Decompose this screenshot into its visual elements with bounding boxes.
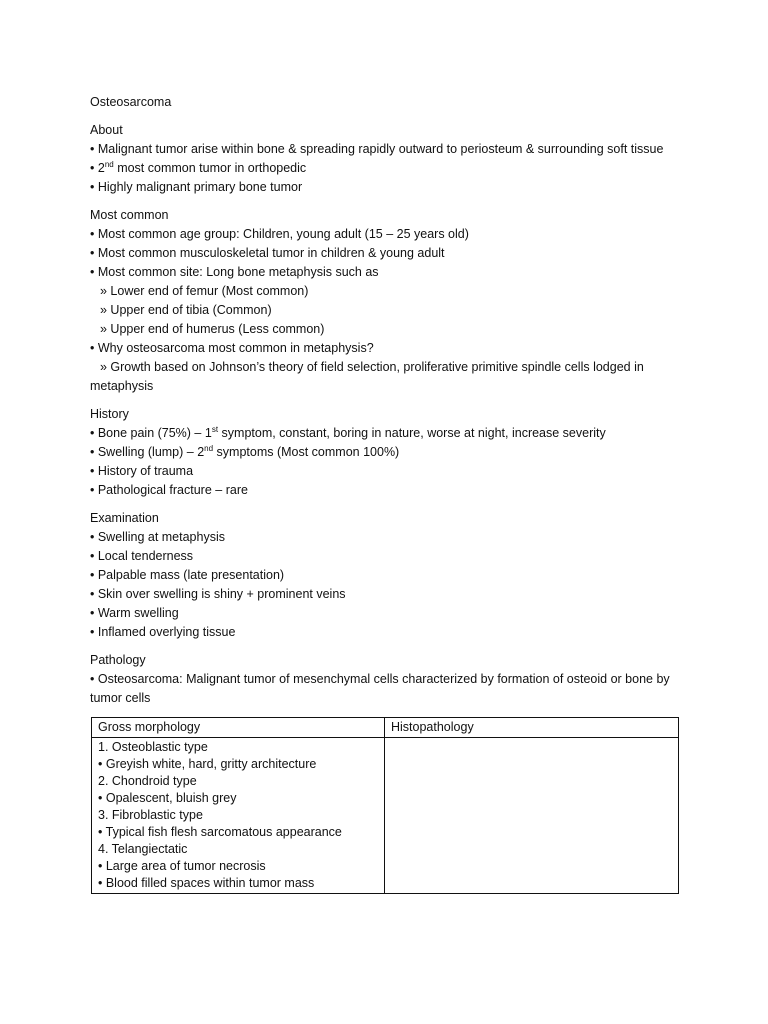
table-line: • Greyish white, hard, gritty architecture bbox=[98, 757, 317, 771]
johnson-theory-line: » Growth based on Johnson’s theory of field selection, proliferative primitive spindle cells lodged in bbox=[100, 360, 644, 374]
examination-item: • Swelling at metaphysis bbox=[90, 530, 225, 544]
document-page bbox=[90, 93, 690, 890]
history-bullet-2-superscript: nd bbox=[204, 444, 214, 453]
examination-item: • Local tenderness bbox=[90, 549, 194, 563]
history-bullet-1-text: • Bone pain (75%) – 1 bbox=[90, 426, 212, 440]
table-line: • Blood filled spaces within tumor mass bbox=[98, 876, 315, 890]
gross-morphology-cell bbox=[92, 738, 385, 894]
about-section bbox=[90, 121, 690, 197]
most-common-bullet-2: • Most common musculoskeletal tumor in children & young adult bbox=[90, 246, 445, 260]
table-line: • Opalescent, bluish grey bbox=[98, 791, 237, 805]
history-bullet-1-rest: symptom, constant, boring in nature, worse at night, increase severity bbox=[218, 426, 606, 440]
examination-section bbox=[90, 509, 690, 642]
pathology-section bbox=[90, 651, 690, 708]
most-common-section bbox=[90, 206, 690, 396]
examination-item: • Warm swelling bbox=[90, 606, 179, 620]
table-line: • Typical fish flesh sarcomatous appearance bbox=[98, 825, 342, 839]
history-bullet-3: • History of trauma bbox=[90, 464, 194, 478]
histopathology-cell bbox=[385, 738, 679, 894]
table-header-row bbox=[92, 718, 679, 738]
history-bullet-1-superscript: st bbox=[211, 425, 219, 434]
pathology-heading: Pathology bbox=[90, 653, 146, 667]
table-line: 2. Chondroid type bbox=[98, 774, 197, 788]
table-line: 4. Telangiectatic bbox=[98, 842, 188, 856]
history-bullet-2-text: • Swelling (lump) – 2 bbox=[90, 445, 205, 459]
histopathology-header: Histopathology bbox=[385, 718, 679, 738]
table-line: 1. Osteoblastic type bbox=[98, 740, 208, 754]
history-section bbox=[90, 405, 690, 500]
examination-item: • Skin over swelling is shiny + prominent veins bbox=[90, 587, 346, 601]
most-common-bullet-4: • Why osteosarcoma most common in metaphysis? bbox=[90, 341, 374, 355]
most-common-heading: Most common bbox=[90, 208, 169, 222]
johnson-theory-continued: metaphysis bbox=[90, 379, 154, 393]
about-heading: About bbox=[90, 123, 123, 137]
about-bullet-1: • Malignant tumor arise within bone & spreading rapidly outward to periosteum & surrounding soft tissue bbox=[90, 142, 664, 156]
gross-morphology-header: Gross morphology bbox=[92, 718, 385, 738]
most-common-bullet-1: • Most common age group: Children, young adult (15 – 25 years old) bbox=[90, 227, 469, 241]
history-bullet-2-rest: symptoms (Most common 100%) bbox=[213, 445, 400, 459]
about-bullet-2-rest: most common tumor in orthopedic bbox=[113, 161, 307, 175]
history-bullet-1 bbox=[90, 424, 690, 443]
history-bullet-2 bbox=[90, 443, 690, 462]
examination-item: • Palpable mass (late presentation) bbox=[90, 568, 285, 582]
examination-heading: Examination bbox=[90, 511, 159, 525]
pathology-bullet-1: • Osteosarcoma: Malignant tumor of mesenchymal cells characterized by formation of osteoid or bone by tumor cells bbox=[90, 672, 670, 705]
pathology-table bbox=[91, 717, 679, 894]
about-bullet-2 bbox=[90, 159, 690, 178]
table-line: 3. Fibroblastic type bbox=[98, 808, 203, 822]
most-common-bullet-3: • Most common site: Long bone metaphysis such as bbox=[90, 265, 379, 279]
about-bullet-2-text: • 2 bbox=[90, 161, 105, 175]
table-row bbox=[92, 738, 679, 894]
examination-item: • Inflamed overlying tissue bbox=[90, 625, 236, 639]
site-femur: » Lower end of femur (Most common) bbox=[100, 284, 309, 298]
about-bullet-2-superscript: nd bbox=[104, 160, 114, 169]
site-humerus: » Upper end of humerus (Less common) bbox=[100, 322, 325, 336]
history-heading: History bbox=[90, 407, 129, 421]
about-bullet-3: • Highly malignant primary bone tumor bbox=[90, 180, 303, 194]
document-title: Osteosarcoma bbox=[90, 95, 172, 109]
history-bullet-4: • Pathological fracture – rare bbox=[90, 483, 248, 497]
table-line: • Large area of tumor necrosis bbox=[98, 859, 266, 873]
site-tibia: » Upper end of tibia (Common) bbox=[100, 303, 272, 317]
